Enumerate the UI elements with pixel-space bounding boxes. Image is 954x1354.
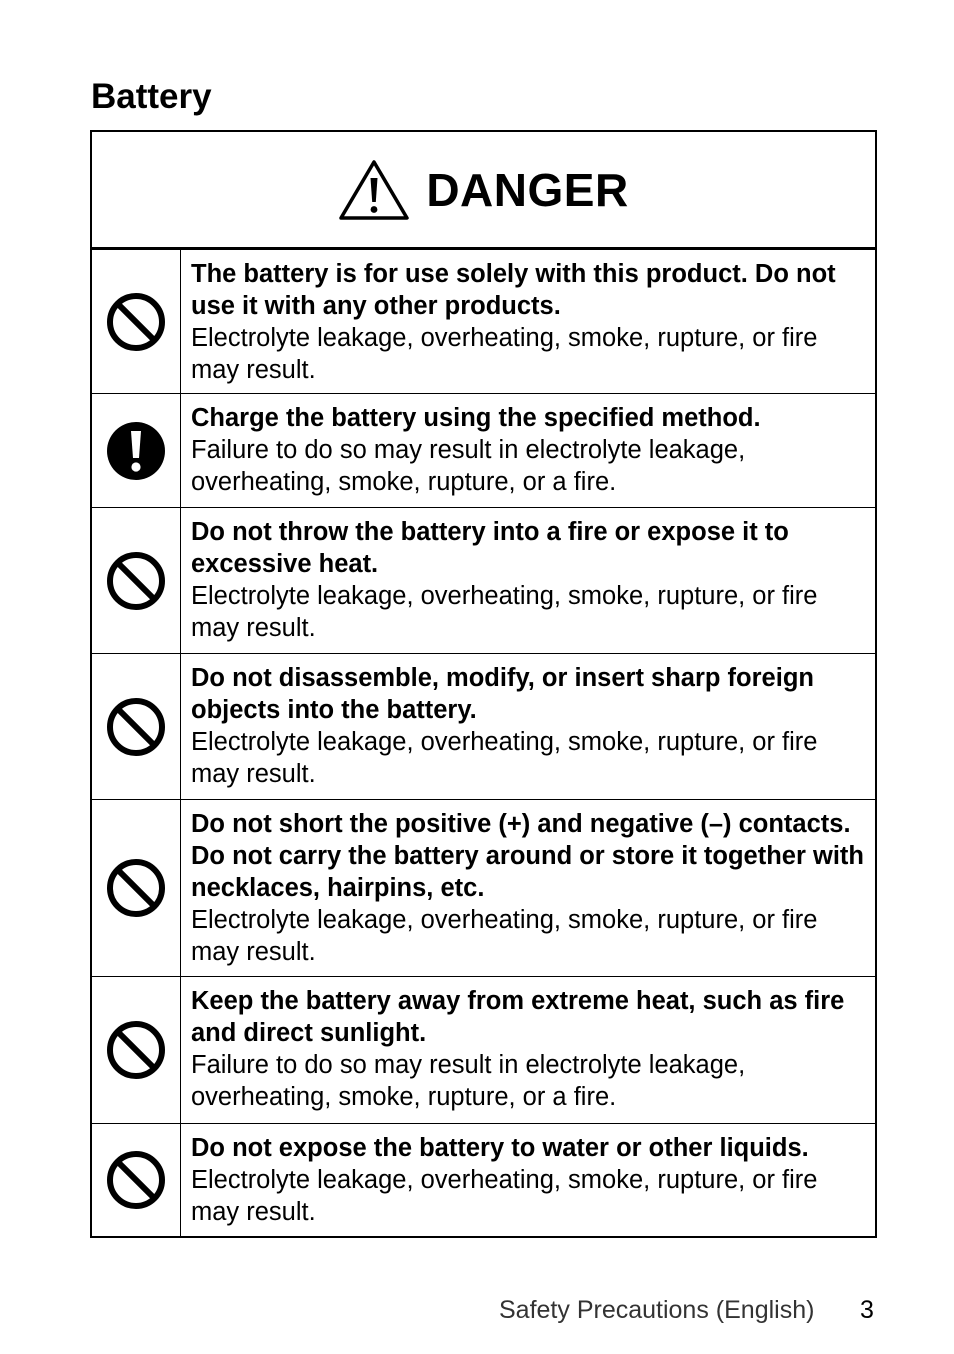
table-row [92, 1123, 875, 1236]
row-body: Electrolyte leakage, overheating, smoke, rupture, or fire may result. [191, 1166, 818, 1226]
row-heading: Do not expose the battery to water or other liquids. [191, 1134, 809, 1162]
prohibition-icon [106, 292, 166, 352]
danger-label: DANGER [426, 163, 629, 216]
mandatory-exclamation-icon [106, 421, 166, 481]
row-body: Electrolyte leakage, overheating, smoke, rupture, or fire may result. [191, 728, 818, 788]
table-row [92, 507, 875, 653]
page-number: 3 [860, 1296, 874, 1324]
danger-table [90, 130, 877, 1238]
table-row [92, 393, 875, 507]
section-title: Battery [91, 77, 212, 116]
row-body: Electrolyte leakage, overheating, smoke, rupture, or fire may result. [191, 582, 818, 642]
danger-header [92, 132, 875, 249]
row-heading: Keep the battery away from extreme heat, such as fire and direct sunlight. [191, 987, 845, 1047]
row-heading: The battery is for use solely with this product. Do not use it with any other products. [191, 260, 836, 320]
table-row [92, 976, 875, 1123]
warning-triangle-icon [338, 158, 410, 222]
row-body: Failure to do so may result in electrolyte leakage, overheating, smoke, rupture, or a fire. [191, 1051, 746, 1111]
prohibition-icon [106, 1150, 166, 1210]
row-heading: Do not disassemble, modify, or insert sharp foreign objects into the battery. [191, 664, 814, 724]
row-body: Failure to do so may result in electrolyte leakage, overheating, smoke, rupture, or a fire. [191, 436, 746, 496]
prohibition-icon [106, 551, 166, 611]
row-body: Electrolyte leakage, overheating, smoke, rupture, or fire may result. [191, 324, 818, 384]
table-row [92, 249, 875, 393]
prohibition-icon [106, 858, 166, 918]
row-heading: Charge the battery using the specified method. [191, 404, 761, 432]
prohibition-icon [106, 697, 166, 757]
prohibition-icon [106, 1020, 166, 1080]
row-heading: Do not short the positive (+) and negative (–) contacts. Do not carry the battery around or store it together with necklaces, hairpins, etc. [191, 810, 864, 902]
table-row [92, 653, 875, 799]
row-body: Electrolyte leakage, overheating, smoke, rupture, or fire may result. [191, 906, 818, 966]
footer-section-title: Safety Precautions (English) [499, 1296, 815, 1324]
row-heading: Do not throw the battery into a fire or expose it to excessive heat. [191, 518, 789, 578]
table-row [92, 799, 875, 976]
